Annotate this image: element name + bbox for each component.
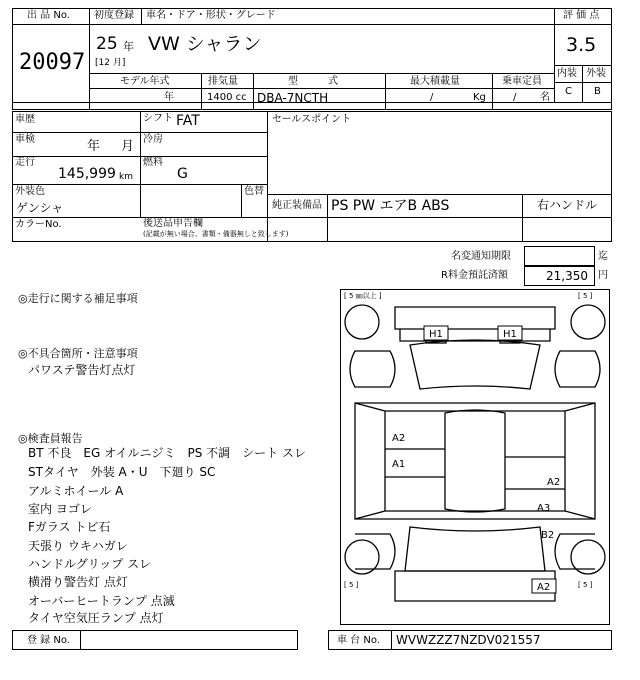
mileage-label: 走行	[15, 157, 35, 168]
load-unit: Kg	[473, 92, 486, 103]
inspector-line: アルミホイール A	[28, 484, 124, 498]
inspection-month: 月	[121, 139, 135, 154]
car-name: VW シャラン	[148, 33, 262, 55]
tire-tread-fr: [ 5 ]	[578, 292, 593, 300]
color-value: ゲンシャ	[16, 201, 64, 215]
inspector-line: 天張り ウキハガレ	[28, 539, 128, 553]
inspector-line: オーバーヒートランプ 点滅	[28, 594, 175, 608]
supplement-title: ◎走行に関する補足事項	[18, 292, 138, 305]
first-reg-month: [12 月]	[95, 58, 126, 68]
first-reg-label: 初度登録	[94, 10, 134, 21]
inspector-line: タイヤ空気圧ランプ 点灯	[28, 611, 164, 625]
exterior-value: B	[594, 86, 601, 97]
steering-value: 右ハンドル	[537, 198, 598, 212]
model-year-label: モデル年式	[120, 76, 170, 87]
mileage-value: 145,999	[58, 166, 116, 182]
damage-mark: A3	[537, 503, 551, 514]
lot-label: 出 品 No.	[27, 10, 70, 21]
interior-label: 内装	[557, 68, 577, 79]
model-year-unit: 年	[164, 92, 174, 103]
fuel-label: 燃料	[143, 157, 163, 168]
shift-value: FAT	[176, 113, 200, 129]
mileage-unit: km	[119, 172, 133, 182]
registration-label: 登 録 No.	[27, 635, 70, 646]
equipment-label: 純正装備品	[272, 200, 322, 211]
tire-tread-rr: [ 5 ]	[578, 581, 593, 589]
name-change-label: 名変通知期限	[451, 251, 511, 262]
inspector-line: BT 不良 EG オイルニジミ PS 不調 シート スレ	[28, 446, 306, 460]
name-change-unit: 迄	[598, 251, 608, 262]
name-label: 車名・ドア・形状・グレード	[146, 10, 276, 21]
car-damage-diagram	[340, 289, 610, 625]
recycle-label: R料金預託済額	[441, 270, 508, 281]
vin-value: WVWZZZ7NZDV021557	[396, 633, 541, 647]
color-no-label: カラーNo.	[15, 219, 62, 230]
color-label: 外装色	[15, 186, 45, 197]
damage-mark: A2	[537, 582, 551, 593]
damage-mark: H1	[429, 329, 443, 340]
recycle-unit: 円	[598, 270, 608, 281]
fuel-value: G	[177, 166, 188, 182]
inspection-year: 年	[87, 139, 101, 154]
docs-note: (記載が無い場合、書類・備器無しと致します)	[143, 230, 289, 238]
inspector-line: STタイヤ 外装 A・U 下廻り SC	[28, 465, 216, 479]
damage-mark: A2	[547, 477, 561, 488]
ac-label: 冷房	[143, 134, 163, 145]
defects-line: パワステ警告灯点灯	[28, 363, 136, 377]
tire-tread-fl: [ 5 ㎜以上 ]	[344, 292, 382, 300]
inspector-title: ◎検査員報告	[18, 432, 83, 445]
capacity-label: 乗車定員	[502, 76, 542, 87]
displacement-value: 1400 cc	[207, 92, 247, 103]
inspector-line: 室内 ヨゴレ	[28, 502, 92, 516]
equipment-value: PS PW エアB ABS	[331, 198, 450, 214]
name-change-box	[524, 246, 595, 266]
grade-label: 評 価 点	[563, 10, 600, 21]
load-slash: /	[430, 92, 434, 103]
tire-tread-rl: [ 5 ]	[344, 581, 359, 589]
capacity-unit: 名	[540, 92, 550, 103]
inspection-label: 車検	[15, 134, 35, 145]
lot-number: 20097	[19, 50, 86, 75]
damage-mark: B2	[541, 530, 555, 541]
vin-label: 車 台 No.	[337, 635, 380, 646]
docs-label: 後送品申告欄	[143, 218, 203, 229]
damage-mark: A2	[392, 433, 406, 444]
recycle-value: 21,350	[546, 269, 588, 283]
shift-label: シフト	[143, 113, 173, 124]
type-label: 型 式	[288, 76, 338, 87]
defects-title: ◎不具合箇所・注意事項	[18, 347, 138, 360]
history-label: 車歴	[15, 114, 35, 125]
inspector-line: 横滑り警告灯 点灯	[28, 575, 128, 589]
sales-point-label: セールスポイント	[272, 114, 352, 125]
exterior-label: 外装	[586, 68, 606, 79]
damage-mark: H1	[503, 329, 517, 340]
first-reg-year-unit: 年	[123, 40, 134, 53]
color-change-label: 色替	[244, 186, 264, 197]
max-load-label: 最大積載量	[410, 76, 460, 87]
type-value: DBA-7NCTH	[257, 91, 329, 105]
interior-value: C	[565, 86, 572, 97]
wheel-front-left-icon	[345, 305, 379, 339]
damage-mark: A1	[392, 459, 406, 470]
capacity-slash: /	[513, 92, 517, 103]
inspector-line: ハンドルグリップ スレ	[28, 557, 152, 571]
first-reg-year: 25	[96, 34, 118, 54]
wheel-front-right-icon	[571, 305, 605, 339]
displacement-label: 排気量	[208, 76, 238, 87]
inspector-line: Fガラス トビ石	[28, 520, 111, 534]
grade-value: 3.5	[566, 34, 597, 56]
